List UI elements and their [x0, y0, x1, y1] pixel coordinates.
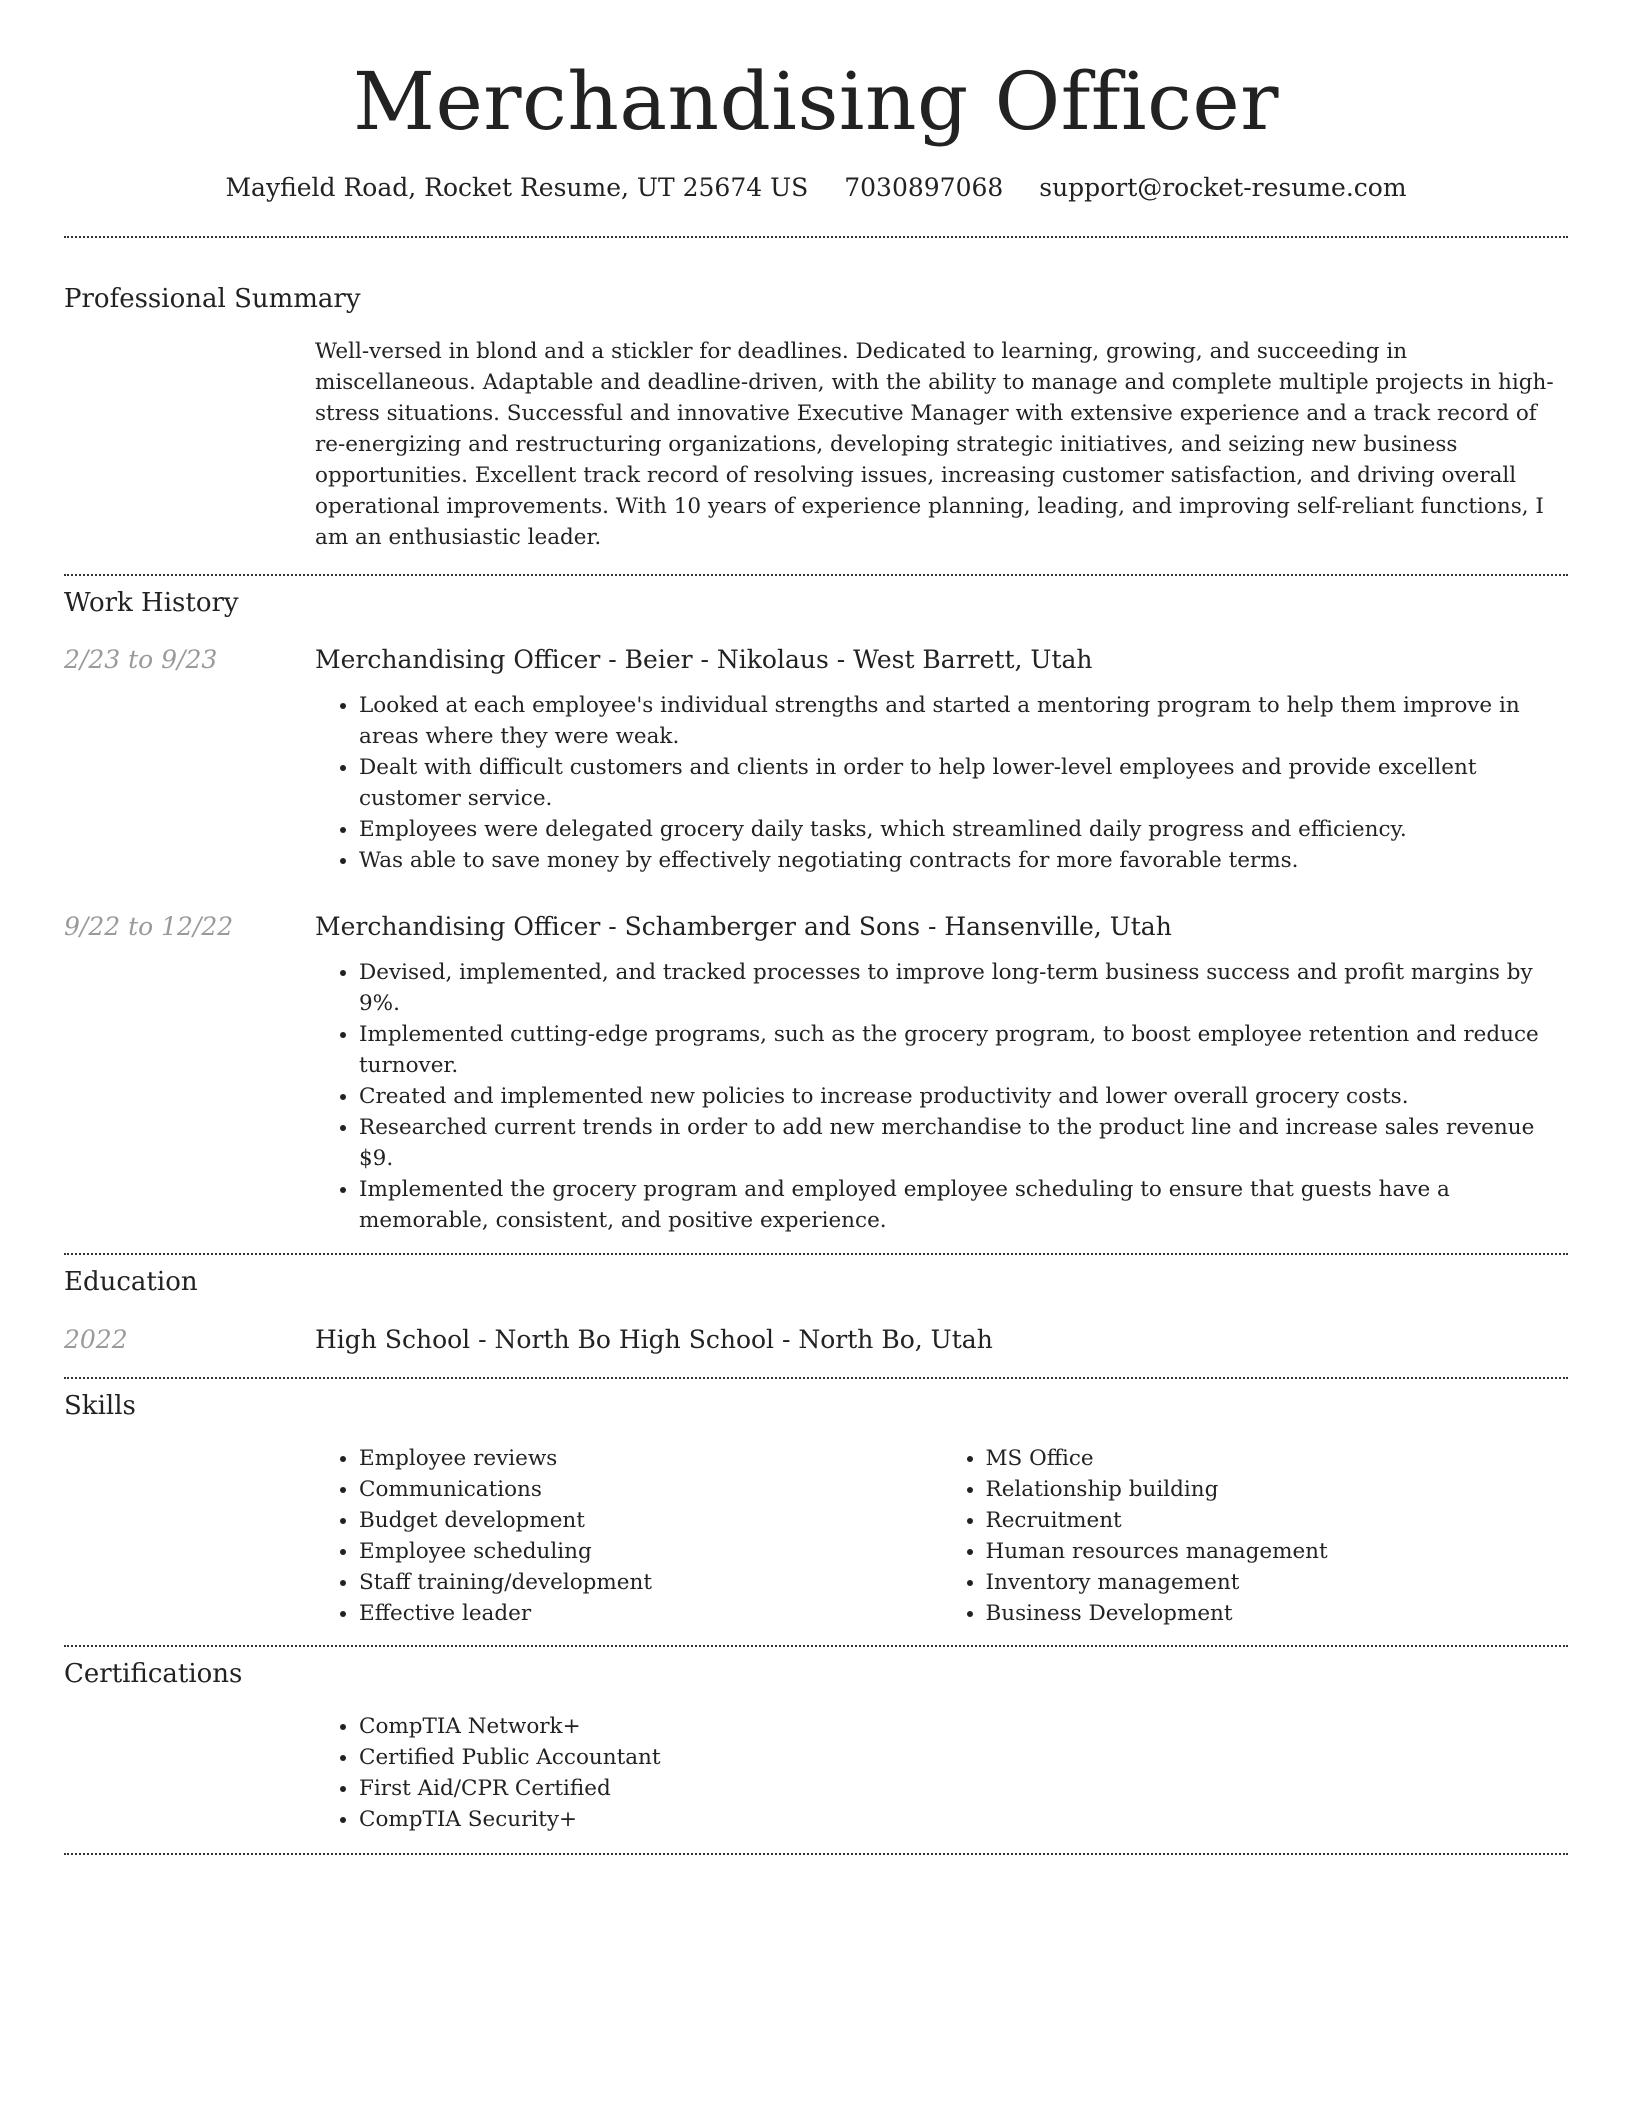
- job-bullet: • Dealt with difficult customers and clients in order to help lower-level employees and provide excellent customer service.: [359, 752, 1568, 814]
- certification-item: • CompTIA Network+: [359, 1711, 1568, 1742]
- skill-item: • Inventory management: [986, 1567, 1569, 1598]
- education-degree: High School: [315, 1325, 471, 1354]
- contact-line: [64, 170, 1568, 206]
- education-section: [64, 1265, 1568, 1357]
- skills-heading: Skills: [64, 1391, 136, 1421]
- divider: [64, 1853, 1568, 1855]
- job-heading: [315, 643, 1568, 677]
- education-entry: [64, 1323, 1568, 1357]
- skill-item: • Relationship building: [986, 1474, 1569, 1505]
- certifications-list: [315, 1711, 1568, 1835]
- job-bullet: • Employees were delegated grocery daily tasks, which streamlined daily progress and efficiency.: [359, 814, 1568, 845]
- divider: [64, 1645, 1568, 1647]
- job-role: Merchandising Officer: [315, 645, 601, 674]
- skill-item: • Business Development: [986, 1598, 1569, 1629]
- skill-item: • MS Office: [986, 1443, 1569, 1474]
- skill-item: • Employee reviews: [359, 1443, 942, 1474]
- skill-item: • Budget development: [359, 1505, 942, 1536]
- job-heading: [315, 910, 1568, 944]
- certification-item: • First Aid/CPR Certified: [359, 1773, 1568, 1804]
- education-heading-line: [315, 1323, 1568, 1357]
- job-bullet: • Devised, implemented, and tracked processes to improve long-term business success and profit margins by 9%.: [359, 957, 1568, 1019]
- contact-address: Mayfield Road, Rocket Resume, UT 25674 US: [225, 173, 809, 202]
- skill-item: • Recruitment: [986, 1505, 1569, 1536]
- summary-text: Well-versed in blond and a stickler for deadlines. Dedicated to learning, growing, and succeeding in miscellaneous. Adaptable and deadline-driven, with the ability to manage and complete multiple projects in high-stress situations. Successful and innovative Executive Manager with extensive experience and a track record of re-energizing and restructuring organizations, developing strategic initiatives, and seizing new business opportunities. Excellent track record of resolving issues, increasing customer satisfaction, and driving overall operational improvements. With 10 years of experience planning, leading, and improving self-reliant functions, I am an enthusiastic leader.: [315, 339, 1554, 550]
- skill-item: • Staff training/development: [359, 1567, 942, 1598]
- job-entry: [64, 910, 1568, 1236]
- candidate-name: Merchandising Officer: [353, 55, 1279, 148]
- divider: [64, 1377, 1568, 1379]
- summary-spacer: [64, 336, 315, 553]
- job-bullet: • Was able to save money by effectively negotiating contracts for more favorable terms.: [359, 845, 1568, 876]
- skill-item: • Employee scheduling: [359, 1536, 942, 1567]
- job-bullets: [315, 690, 1568, 876]
- divider: [64, 574, 1568, 576]
- certification-item: • CompTIA Security+: [359, 1804, 1568, 1835]
- job-bullet: • Implemented cutting-edge programs, such as the grocery program, to boost employee retention and reduce turnover.: [359, 1019, 1568, 1081]
- job-entry: [64, 643, 1568, 876]
- skills-list-right: [942, 1443, 1569, 1629]
- work-history-heading: Work History: [64, 588, 239, 618]
- job-bullet: • Researched current trends in order to add new merchandise to the product line and increase sales revenue $9.: [359, 1112, 1568, 1174]
- divider: [64, 236, 1568, 238]
- education-year: 2022: [64, 1325, 128, 1354]
- resume-page: [64, 0, 1568, 1855]
- job-role: Merchandising Officer: [315, 912, 601, 941]
- job-bullet: • Created and implemented new policies to increase productivity and lower overall grocery costs.: [359, 1081, 1568, 1112]
- certifications-heading: Certifications: [64, 1659, 243, 1689]
- job-details: - Beier - Nikolaus - West Barrett, Utah: [600, 645, 1093, 674]
- job-dates: 2/23 to 9/23: [64, 645, 218, 674]
- certifications-section: [64, 1657, 1568, 1835]
- skill-item: • Human resources management: [986, 1536, 1569, 1567]
- skills-list-left: [315, 1443, 942, 1629]
- summary-section: [64, 282, 1568, 553]
- contact-email: support@rocket-resume.com: [1039, 173, 1407, 202]
- work-history-section: [64, 586, 1568, 1236]
- certification-item: • Certified Public Accountant: [359, 1742, 1568, 1773]
- divider: [64, 1253, 1568, 1255]
- summary-heading: Professional Summary: [64, 284, 361, 314]
- skill-item: • Effective leader: [359, 1598, 942, 1629]
- job-details: - Schamberger and Sons - Hansenville, Utah: [600, 912, 1172, 941]
- job-bullets: [315, 957, 1568, 1236]
- job-bullet: • Looked at each employee's individual strengths and started a mentoring program to help them improve in areas where they were weak.: [359, 690, 1568, 752]
- skills-section: [64, 1389, 1568, 1629]
- job-bullet: • Implemented the grocery program and employed employee scheduling to ensure that guests have a memorable, consistent, and positive experience.: [359, 1174, 1568, 1236]
- education-details: - North Bo High School - North Bo, Utah: [470, 1325, 993, 1354]
- skills-spacer: [64, 1443, 315, 1629]
- education-heading: Education: [64, 1267, 198, 1297]
- skill-item: • Communications: [359, 1474, 942, 1505]
- job-dates: 9/22 to 12/22: [64, 912, 234, 941]
- certifications-spacer: [64, 1711, 315, 1835]
- contact-phone: 7030897068: [844, 173, 1004, 202]
